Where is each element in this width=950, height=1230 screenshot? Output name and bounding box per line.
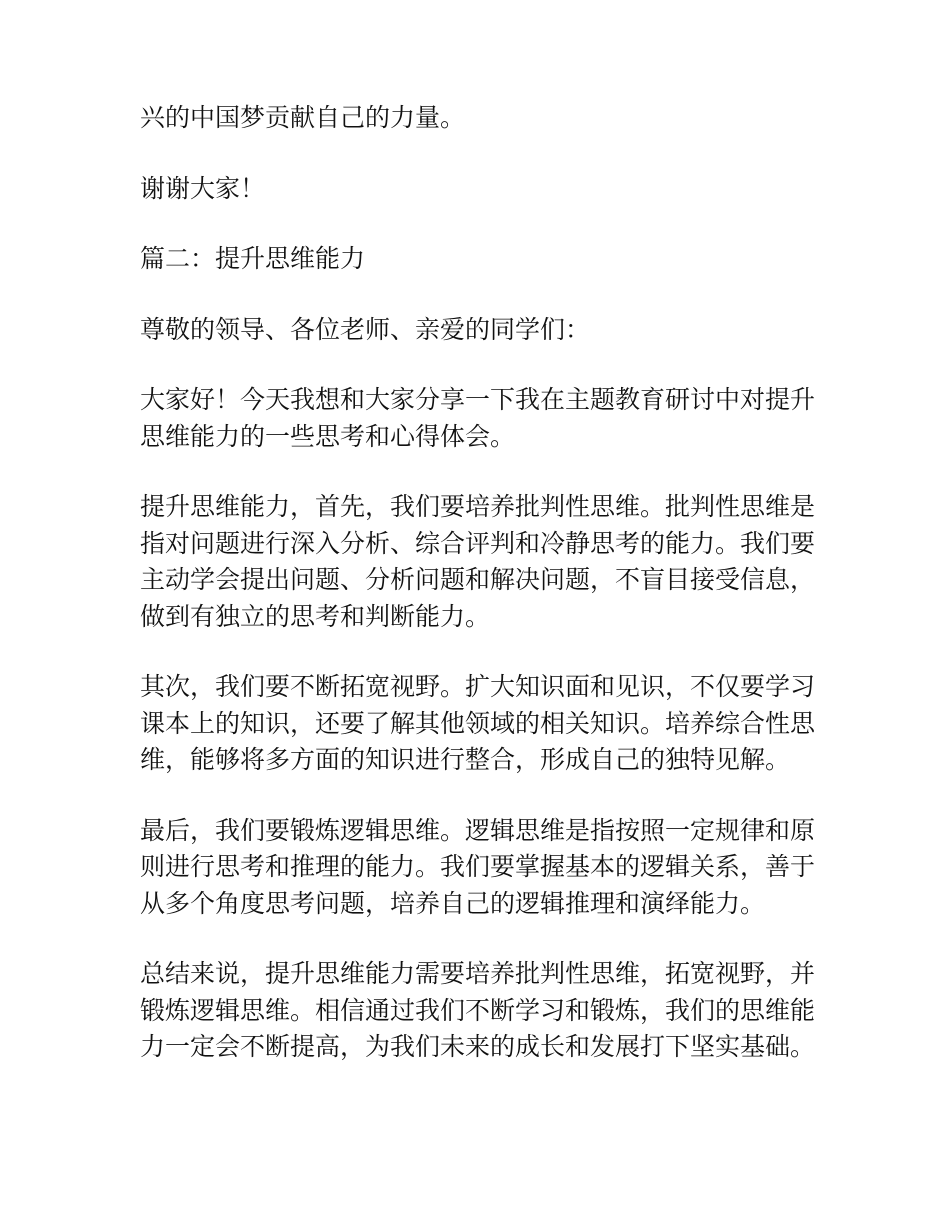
text-line: 则进行思考和推理的能力。我们要掌握基本的逻辑关系，善于 xyxy=(140,852,816,881)
text-line: 最后，我们要锻炼逻辑思维。逻辑思维是指按照一定规律和原 xyxy=(140,815,816,845)
paragraph-critical-thinking xyxy=(140,489,820,635)
text-line: 尊敬的领导、各位老师、亲爱的同学们： xyxy=(140,314,591,344)
paragraph-logical-thinking xyxy=(140,813,820,923)
text-line: 从多个角度思考问题，培养自己的逻辑推理和演绎能力。 xyxy=(140,888,766,918)
text-line: 维，能够将多方面的知识进行整合，形成自己的独特见解。 xyxy=(140,745,791,774)
text-line: 谢谢大家！ xyxy=(140,173,266,203)
paragraph-greeting xyxy=(140,382,820,455)
section-heading xyxy=(140,241,820,278)
text-line: 做到有独立的思考和判断能力。 xyxy=(140,601,491,631)
paragraph-broaden-horizons xyxy=(140,669,820,779)
text-line: 其次，我们要不断拓宽视野。扩大知识面和见识，不仅要学习 xyxy=(140,672,816,701)
text-line: 主动学会提出问题、分析问题和解决问题，不盲目接受信息， xyxy=(140,565,816,594)
text-line: 大家好！今天我想和大家分享一下我在主题教育研讨中对提升 xyxy=(140,385,816,414)
paragraph-summary xyxy=(140,956,820,1066)
paragraph-salutation xyxy=(140,312,820,349)
text-line: 篇二：提升思维能力 xyxy=(140,244,366,273)
text-line: 力一定会不断提高，为我们未来的成长和发展打下坚实基础。 xyxy=(140,1032,816,1061)
document-body xyxy=(140,100,820,1100)
text-line: 指对问题进行深入分析、综合评判和冷静思考的能力。我们要 xyxy=(140,528,816,558)
text-line: 思维能力的一些思考和心得体会。 xyxy=(140,421,516,451)
paragraph-thanks xyxy=(140,171,820,208)
text-line: 提升思维能力，首先，我们要培养批判性思维。批判性思维是 xyxy=(140,492,816,521)
text-line: 课本上的知识，还要了解其他领域的相关知识。培养综合性思 xyxy=(140,708,816,738)
text-line: 锻炼逻辑思维。相信通过我们不断学习和锻炼，我们的思维能 xyxy=(140,995,816,1025)
text-line: 兴的中国梦贡献自己的力量。 xyxy=(140,103,466,132)
paragraph-closing-line xyxy=(140,100,820,137)
text-line: 总结来说，提升思维能力需要培养批判性思维，拓宽视野，并 xyxy=(140,959,816,988)
